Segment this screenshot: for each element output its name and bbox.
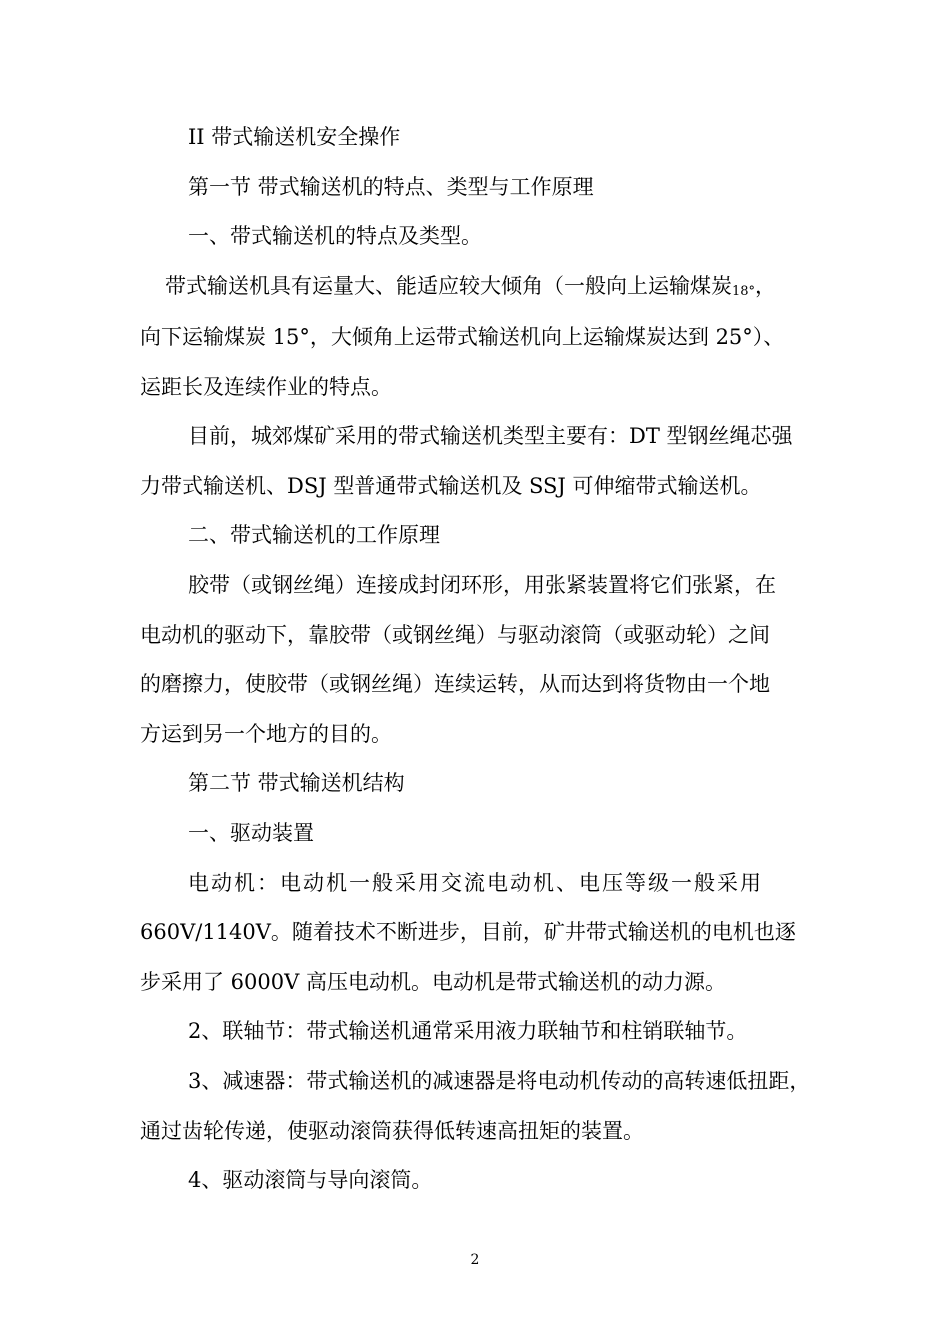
- paragraph-text: ，: [755, 274, 777, 298]
- paragraph-line: 步采用了 6000V 高压电动机。电动机是带式输送机的动力源。: [140, 970, 726, 994]
- paragraph-line: 运距长及连续作业的特点。: [140, 375, 392, 399]
- paragraph-line: 3、减速器：带式输送机的减速器是将电动机传动的高转速低扭距，: [188, 1069, 811, 1093]
- paragraph-line: 2、联轴节：带式输送机通常采用液力联轴节和柱销联轴节。: [188, 1019, 748, 1043]
- paragraph-line: 通过齿轮传递，使驱动滚筒获得低转速高扭矩的装置。: [140, 1119, 644, 1143]
- paragraph-line: 4、驱动滚筒与导向滚筒。: [188, 1168, 433, 1192]
- subheading-working-principle: 二、带式输送机的工作原理: [188, 523, 440, 547]
- document-title: II 带式输送机安全操作: [188, 125, 401, 149]
- paragraph-line: 的磨擦力，使胶带（或钢丝绳）连续运转，从而达到将货物由一个地: [140, 672, 770, 696]
- paragraph-line: 力带式输送机、DSJ 型普通带式输送机及 SSJ 可伸缩带式输送机。: [140, 474, 762, 498]
- section-heading-2: 第二节 带式输送机结构: [188, 771, 405, 795]
- paragraph-line: [165, 271, 776, 301]
- paragraph-text: 带式输送机具有运量大、能适应较大倾角（一般向上运输煤炭: [165, 274, 732, 298]
- paragraph-line: 向下运输煤炭 15°，大倾角上运带式输送机向上运输煤炭达到 25°）、: [140, 325, 785, 349]
- paragraph-line: 目前，城郊煤矿采用的带式输送机类型主要有：DT 型钢丝绳芯强: [188, 424, 793, 448]
- paragraph-line: 电动机：电动机一般采用交流电动机、电压等级一般采用: [188, 871, 763, 895]
- angle-value: 18°: [732, 284, 756, 299]
- page-number: 2: [470, 1252, 480, 1268]
- paragraph-line: 胶带（或钢丝绳）连接成封闭环形，用张紧装置将它们张紧，在: [188, 573, 776, 597]
- subheading-drive-device: 一、驱动装置: [188, 821, 314, 845]
- section-heading-1: 第一节 带式输送机的特点、类型与工作原理: [188, 175, 594, 199]
- paragraph-line: 660V/1140V。随着技术不断进步，目前，矿井带式输送机的电机也逐: [140, 920, 796, 944]
- paragraph-line: 方运到另一个地方的目的。: [140, 722, 392, 746]
- subheading-features-types: 一、带式输送机的特点及类型。: [188, 224, 482, 248]
- paragraph-line: 电动机的驱动下，靠胶带（或钢丝绳）与驱动滚筒（或驱动轮）之间: [140, 623, 770, 647]
